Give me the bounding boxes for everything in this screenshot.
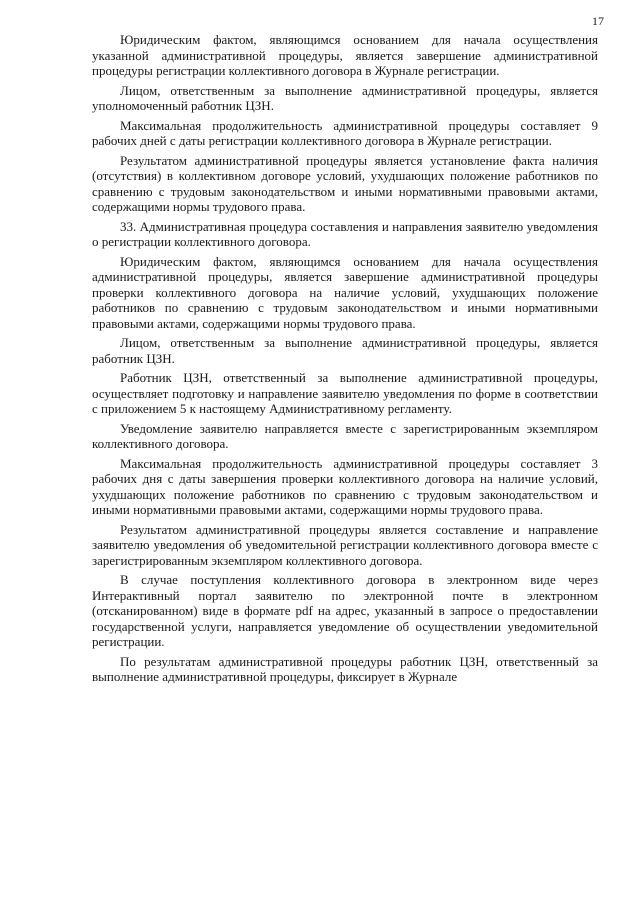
- page-number: 17: [592, 14, 604, 28]
- paragraph: Лицом, ответственным за выполнение административной процедуры, является уполномоченный работник ЦЗН.: [92, 82, 598, 113]
- paragraph: Юридическим фактом, являющимся основанием для начала осуществления административной процедуры, является завершение административной процедуры проверки коллективного договора на наличие условий, ухудшающих положение работников по сравнению с трудовым законодательством и иными нормативными правовыми актами, содержащими нормы трудового права.: [92, 253, 598, 331]
- paragraph: Уведомление заявителю направляется вместе с зарегистрированным экземпляром коллективного договора.: [92, 420, 598, 451]
- paragraph: Лицом, ответственным за выполнение административной процедуры, является работник ЦЗН.: [92, 335, 598, 366]
- paragraph: Результатом административной процедуры является составление и направление заявителю уведомления об уведомительной регистрации коллективного договора вместе с зарегистрированным экземпляром коллективного договора.: [92, 521, 598, 568]
- section-heading-paragraph: 33. Административная процедура составления и направления заявителю уведомления о регистрации коллективного договора.: [92, 218, 598, 249]
- paragraph: По результатам административной процедуры работник ЦЗН, ответственный за выполнение административной процедуры, фиксирует в Журнале: [92, 653, 598, 684]
- paragraph: Результатом административной процедуры является установление факта наличия (отсутствия) в коллективном договоре условий, ухудшающих положение работников по сравнению с трудовым законодательством и иными нормативными правовыми актами, содержащими нормы трудового права.: [92, 152, 598, 214]
- paragraph: Работник ЦЗН, ответственный за выполнение административной процедуры, осуществляет подготовку и направление заявителю уведомления по форме в соответствии с приложением 5 к настоящему Административному регламенту.: [92, 370, 598, 416]
- document-body: [92, 32, 598, 685]
- paragraph: Юридическим фактом, являющимся основанием для начала осуществления указанной административной процедуры, является завершение административной процедуры регистрации коллективного договора в Журнале регистрации.: [92, 32, 598, 78]
- paragraph: В случае поступления коллективного договора в электронном виде через Интерактивный портал заявителю по электронной почте в электронном (отсканированном) виде в формате pdf на адрес, указанный в запросе о предоставлении государственной услуги, направляется уведомление об осуществлении уведомительной регистрации.: [92, 572, 598, 649]
- paragraph: Максимальная продолжительность административной процедуры составляет 9 рабочих дней с даты регистрации коллективного договора в Журнале регистрации.: [92, 117, 598, 148]
- paragraph: Максимальная продолжительность административной процедуры составляет 3 рабочих дня с даты завершения проверки коллективного договора на наличие условий, ухудшающих положение работников по сравнению с трудовым законодательством и иными нормативными правовыми актами, содержащими нормы трудового права.: [92, 455, 598, 517]
